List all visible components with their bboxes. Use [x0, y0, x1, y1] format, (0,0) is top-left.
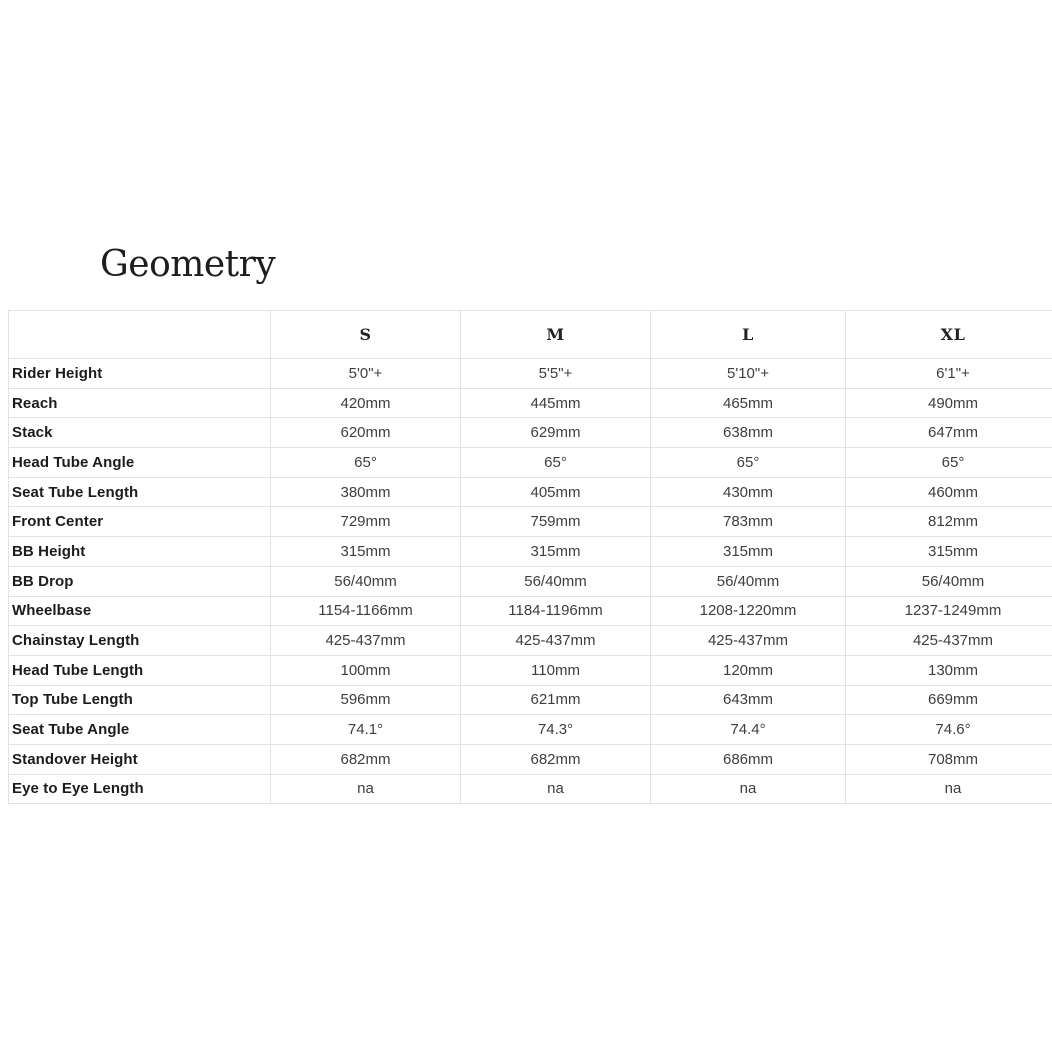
- geometry-value-cell: 729mm: [271, 507, 461, 537]
- table-row: [9, 507, 1052, 537]
- geometry-value-cell: 65°: [651, 448, 846, 478]
- geometry-value-cell: 315mm: [651, 537, 846, 567]
- geometry-value-cell: na: [461, 774, 651, 804]
- table-row: [9, 685, 1052, 715]
- geometry-value-cell: 620mm: [271, 418, 461, 448]
- geometry-value-cell: 647mm: [846, 418, 1052, 448]
- geometry-value-cell: 643mm: [651, 685, 846, 715]
- geometry-value-cell: 74.6°: [846, 715, 1052, 745]
- geometry-value-cell: 315mm: [271, 537, 461, 567]
- geometry-value-cell: 490mm: [846, 388, 1052, 418]
- table-row: [9, 477, 1052, 507]
- geometry-value-cell: 1208-1220mm: [651, 596, 846, 626]
- geometry-value-cell: 65°: [846, 448, 1052, 478]
- row-label: Seat Tube Length: [9, 477, 271, 507]
- row-label: Rider Height: [9, 359, 271, 389]
- geometry-value-cell: 425-437mm: [846, 626, 1052, 656]
- geometry-value-cell: 638mm: [651, 418, 846, 448]
- row-label: BB Drop: [9, 566, 271, 596]
- geometry-value-cell: 56/40mm: [461, 566, 651, 596]
- geometry-value-cell: 56/40mm: [846, 566, 1052, 596]
- row-label: Stack: [9, 418, 271, 448]
- geometry-value-cell: 460mm: [846, 477, 1052, 507]
- geometry-value-cell: 596mm: [271, 685, 461, 715]
- geometry-value-cell: 315mm: [846, 537, 1052, 567]
- geometry-value-cell: 420mm: [271, 388, 461, 418]
- geometry-value-cell: na: [846, 774, 1052, 804]
- table-row: [9, 418, 1052, 448]
- geometry-value-cell: 430mm: [651, 477, 846, 507]
- size-column-header-xl: XL: [846, 311, 1052, 359]
- row-label: Head Tube Length: [9, 655, 271, 685]
- row-label: Top Tube Length: [9, 685, 271, 715]
- geometry-value-cell: 682mm: [271, 744, 461, 774]
- size-column-header-l: L: [651, 311, 846, 359]
- geometry-value-cell: 1154-1166mm: [271, 596, 461, 626]
- geometry-table: [8, 310, 1052, 804]
- row-label: Standover Height: [9, 744, 271, 774]
- table-row: [9, 596, 1052, 626]
- table-corner-cell: [9, 311, 271, 359]
- geometry-value-cell: 315mm: [461, 537, 651, 567]
- geometry-value-cell: 759mm: [461, 507, 651, 537]
- row-label: Head Tube Angle: [9, 448, 271, 478]
- geometry-value-cell: 74.1°: [271, 715, 461, 745]
- table-row: [9, 448, 1052, 478]
- geometry-value-cell: 425-437mm: [651, 626, 846, 656]
- table-row: [9, 388, 1052, 418]
- geometry-value-cell: 629mm: [461, 418, 651, 448]
- geometry-value-cell: 783mm: [651, 507, 846, 537]
- table-row: [9, 744, 1052, 774]
- geometry-value-cell: na: [271, 774, 461, 804]
- table-body: [9, 359, 1052, 804]
- geometry-value-cell: 1237-1249mm: [846, 596, 1052, 626]
- geometry-value-cell: 56/40mm: [271, 566, 461, 596]
- table-row: [9, 359, 1052, 389]
- table-row: [9, 566, 1052, 596]
- geometry-value-cell: 465mm: [651, 388, 846, 418]
- table-row: [9, 626, 1052, 656]
- row-label: Chainstay Length: [9, 626, 271, 656]
- geometry-value-cell: 65°: [271, 448, 461, 478]
- row-label: Wheelbase: [9, 596, 271, 626]
- geometry-value-cell: 812mm: [846, 507, 1052, 537]
- table-row: [9, 774, 1052, 804]
- row-label: BB Height: [9, 537, 271, 567]
- geometry-value-cell: 425-437mm: [461, 626, 651, 656]
- geometry-value-cell: 65°: [461, 448, 651, 478]
- row-label: Seat Tube Angle: [9, 715, 271, 745]
- geometry-value-cell: 110mm: [461, 655, 651, 685]
- geometry-value-cell: 5'5"+: [461, 359, 651, 389]
- geometry-value-cell: 6'1"+: [846, 359, 1052, 389]
- geometry-value-cell: 405mm: [461, 477, 651, 507]
- geometry-value-cell: 74.3°: [461, 715, 651, 745]
- geometry-value-cell: 56/40mm: [651, 566, 846, 596]
- geometry-value-cell: 1184-1196mm: [461, 596, 651, 626]
- row-label: Front Center: [9, 507, 271, 537]
- geometry-value-cell: 120mm: [651, 655, 846, 685]
- geometry-value-cell: 380mm: [271, 477, 461, 507]
- table-header-row: [9, 311, 1052, 359]
- geometry-value-cell: 686mm: [651, 744, 846, 774]
- geometry-value-cell: 5'0"+: [271, 359, 461, 389]
- table-row: [9, 655, 1052, 685]
- geometry-value-cell: 100mm: [271, 655, 461, 685]
- geometry-value-cell: 682mm: [461, 744, 651, 774]
- page-title: Geometry: [100, 244, 276, 285]
- row-label: Eye to Eye Length: [9, 774, 271, 804]
- geometry-value-cell: na: [651, 774, 846, 804]
- geometry-value-cell: 621mm: [461, 685, 651, 715]
- geometry-value-cell: 425-437mm: [271, 626, 461, 656]
- geometry-value-cell: 445mm: [461, 388, 651, 418]
- geometry-value-cell: 669mm: [846, 685, 1052, 715]
- geometry-value-cell: 74.4°: [651, 715, 846, 745]
- size-column-header-s: S: [271, 311, 461, 359]
- geometry-value-cell: 5'10"+: [651, 359, 846, 389]
- geometry-value-cell: 708mm: [846, 744, 1052, 774]
- size-column-header-m: M: [461, 311, 651, 359]
- table-row: [9, 537, 1052, 567]
- geometry-value-cell: 130mm: [846, 655, 1052, 685]
- row-label: Reach: [9, 388, 271, 418]
- table-row: [9, 715, 1052, 745]
